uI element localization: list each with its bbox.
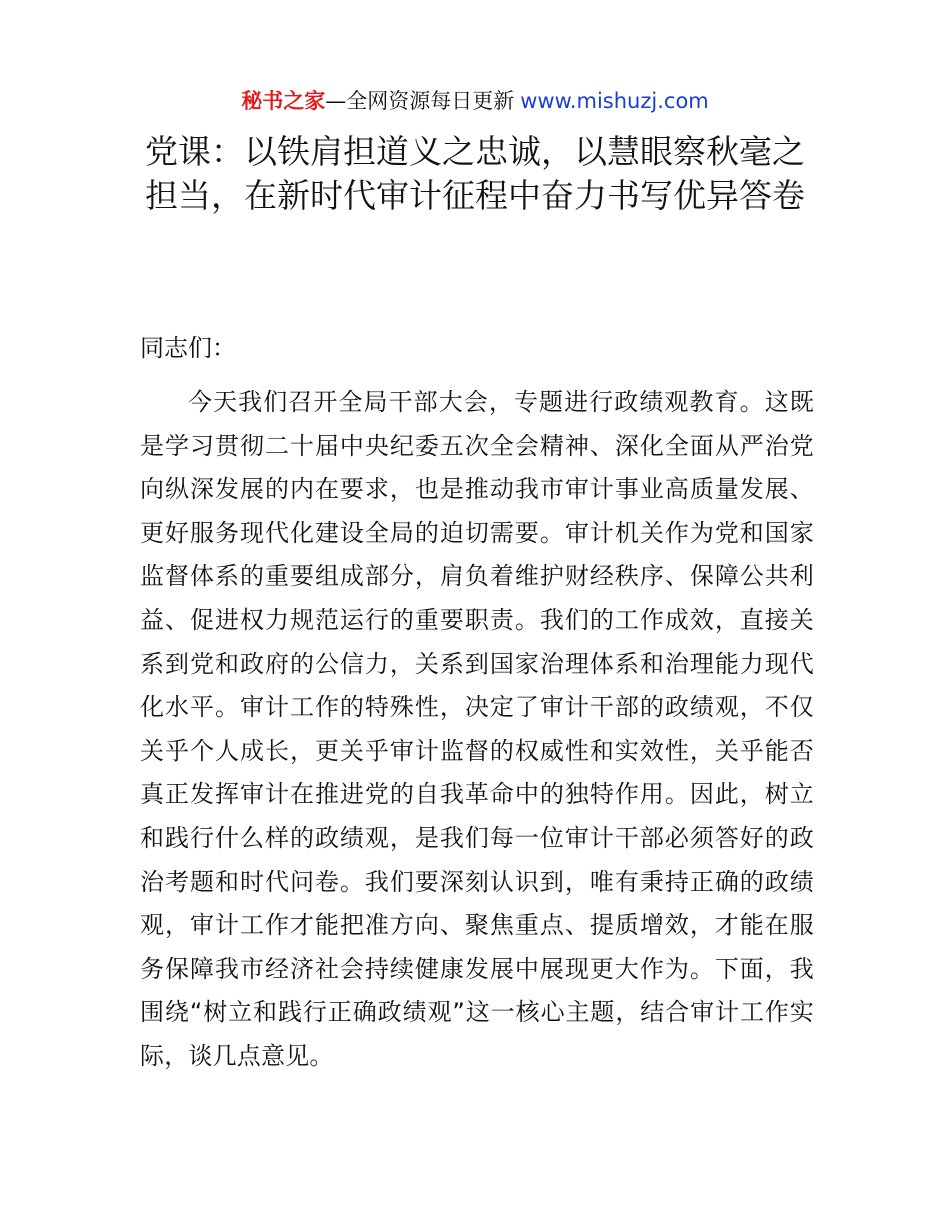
- site-url-link[interactable]: www.mishuzj.com: [520, 89, 709, 113]
- document-title: 党课：以铁肩担道义之忠诚，以慧眼察秋毫之担当，在新时代审计征程中奋力书写优异答卷: [145, 132, 805, 215]
- header-tagline: —全网资源每日更新: [325, 89, 515, 113]
- body-paragraph: 今天我们召开全局干部大会，专题进行政绩观教育。这既是学习贯彻二十届中央纪委五次全会精神、深化全面从严治党向纵深发展的内在要求，也是推动我市审计事业高质量发展、更好服务现代化建设全局的迫切需要。审计机关作为党和国家监督体系的重要组成部分，肩负着维护财经秩序、保障公共利益、促进权力规范运行的重要职责。我们的工作成效，直接关系到党和政府的公信力，关系到国家治理体系和治理能力现代化水平。审计工作的特殊性，决定了审计干部的政绩观，不仅关乎个人成长，更关乎审计监督的权威性和实效性，关乎能否真正发挥审计在推进党的自我革命中的独特作用。因此，树立和践行什么样的政绩观，是我们每一位审计干部必须答好的政治考题和时代问卷。我们要深刻认识到，唯有秉持正确的政绩观，审计工作才能把准方向、聚焦重点、提质增效，才能在服务保障我市经济社会持续健康发展中展现更大作为。下面，我围绕“树立和践行正确政绩观”这一核心主题，结合审计工作实际，谈几点意见。: [140, 388, 814, 1070]
- site-header: [0, 86, 950, 116]
- salutation: 同志们：: [140, 334, 236, 362]
- brand-name: 秘书之家: [241, 89, 326, 113]
